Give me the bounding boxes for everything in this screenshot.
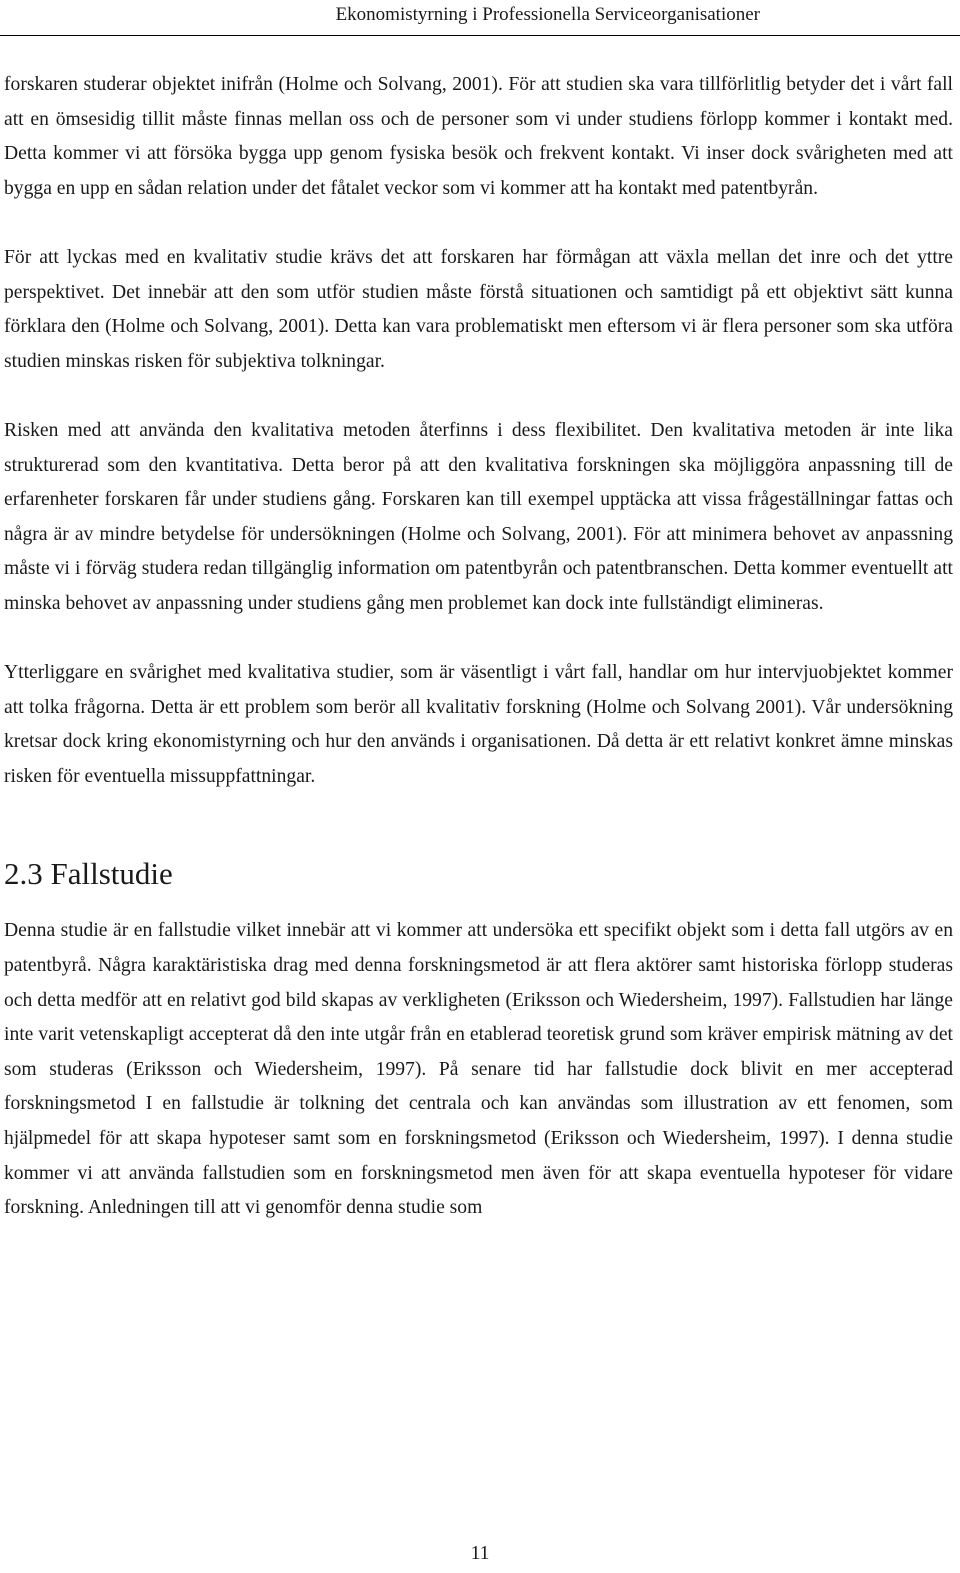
running-header-title: Ekonomistyrning i Professionella Serviceorganisationer	[335, 4, 760, 25]
page-number: 11	[470, 1543, 490, 1564]
paragraph-3: Risken med att använda den kvalitativa metoden återfinns i dess flexibilitet. Den kvalitativa metoden är inte lika strukturerad som den kvantitativa. Detta beror på att den kvalitativa forskningen ska möjliggöra anpassning till de erfarenheter forskaren får under studiens gång. Forskaren kan till exempel upptäcka att vissa frågeställningar fattas och några är av mindre betydelse för undersökningen (Holme och Solvang, 2001). För att minimera behovet av anpassning måste vi i förväg studera redan tillgänglig information om patentbyrån och patentbranschen. Detta kommer eventuellt att minska behovet av anpassning under studiens gång men problemet kan dock inte fullständigt elimineras.	[4, 419, 953, 614]
paragraph-1: forskaren studerar objektet inifrån (Holme och Solvang, 2001). För att studien ska vara tillförlitlig betyder det i vårt fall att en ömsesidig tillit måste finnas mellan oss och de personer som vi under studiens förlopp kommer i kontakt med. Detta kommer vi att försöka bygga upp genom fysiska besök och frekvent kontakt. Vi inser dock svårigheten med att bygga en upp en sådan relation under det fåtalet veckor som vi kommer att ha kontakt med patentbyrån.	[4, 74, 953, 199]
header-divider	[0, 35, 960, 36]
section-heading: 2.3 Fallstudie	[4, 856, 173, 892]
paragraph-2: För att lyckas med en kvalitativ studie krävs det att forskaren har förmågan att växla mellan det inre och det yttre perspektivet. Det innebär att den som utför studien måste förstå situationen och samtidigt på ett objektivt sätt kunna förklara den (Holme och Solvang, 2001). Detta kan vara problematiskt men eftersom vi är flera personer som ska utföra studien minskas risken för subjektiva tolkningar.	[4, 246, 953, 372]
section-paragraph: Denna studie är en fallstudie vilket innebär att vi kommer att undersöka ett specifikt objekt som i detta fall utgörs av en patentbyrå. Några karaktäristiska drag med denna forskningsmetod är att flera aktörer samt historiska förlopp studeras och detta medför att en relativt god bild skapas av verkligheten (Eriksson och Wiedersheim, 1997). Fallstudien har länge inte varit vetenskapligt accepterat då den inte utgår från en etablerad teoretisk grund som kräver empirisk mätning av det som studeras (Eriksson och Wiedersheim, 1997). På senare tid har fallstudie dock blivit en mer accepterad forskningsmetod I en fallstudie är tolkning det centrala och kan användas som illustration av ett fenomen, som hjälpmedel för att skapa hypoteser samt som en forskningsmetod (Eriksson och Wiedersheim, 1997). I denna studie kommer vi att använda fallstudien som en forskningsmetod men även för att skapa eventuella hypoteser för vidare forskning. Anledningen till att vi genomför denna studie som	[4, 920, 953, 1219]
page-header	[0, 0, 960, 37]
paragraph-4: Ytterliggare en svårighet med kvalitativa studier, som är väsentligt i vårt fall, handlar om hur intervjuobjektet kommer att tolka frågorna. Detta är ett problem som berör all kvalitativ forskning (Holme och Solvang 2001). Vår undersökning kretsar dock kring ekonomistyrning och hur den används i organisationen. Då detta är ett relativt konkret ämne minskas risken för eventuella missuppfattningar.	[4, 662, 953, 787]
page-body	[4, 68, 953, 1226]
